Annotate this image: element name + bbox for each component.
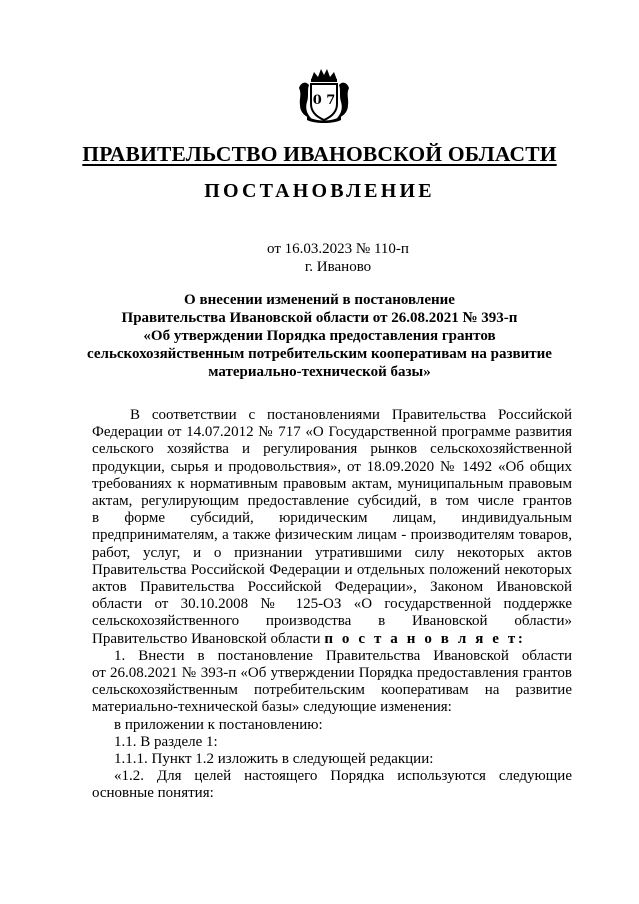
body-line: в форме субсидий, юридическим лицам, индивидуальным	[92, 510, 572, 527]
body-line: сельскохозяйственного производства в Ивановской области»	[92, 613, 572, 630]
body-line: актам, регулирующим предоставление субсидий, в том числе грантов	[92, 493, 572, 510]
title-line: О внесении изменений в постановление	[184, 292, 455, 308]
body-line: сельскохозяйственным потребительским кооперативам на развитие	[92, 682, 572, 699]
body-line: Правительства Российской Федерации и отдельных положений некоторых	[92, 561, 572, 578]
document-body	[92, 407, 572, 803]
body-line: области от 30.10.2008 № 125-ОЗ «О государственной поддержке	[92, 596, 572, 613]
body-line: актов Правительства Российской Федерации», Законом Ивановской	[92, 579, 572, 596]
decrees-keyword: п о с т а н о в л я е т:	[324, 630, 526, 647]
organization-title: ПРАВИТЕЛЬСТВО ИВАНОВСКОЙ ОБЛАСТИ	[82, 142, 557, 166]
body-line: материально-технической базы» следующие изменения:	[92, 699, 452, 716]
emblem-lettering: 0 7	[312, 93, 336, 108]
document-title	[80, 291, 559, 381]
title-line: материально-технической базы»	[208, 364, 431, 380]
title-line: сельскохозяйственным потребительским кооперативам на развитие	[87, 346, 552, 362]
title-line: Правительства Ивановской области от 26.08.2021 № 393-п	[121, 310, 518, 326]
body-line: 1.1.1. Пункт 1.2 изложить в следующей редакции:	[114, 751, 434, 768]
body-line: В соответствии с постановлениями Правительства Российской	[130, 407, 572, 423]
title-line: «Об утверждении Порядка предоставления грантов	[143, 328, 496, 344]
body-line-decree	[92, 631, 572, 648]
body-line: продукции, сырья и продовольствия», от 18.09.2020 № 1492 «Об общих	[92, 458, 572, 475]
body-line: Федерации от 14.07.2012 № 717 «О Государственной программе развития	[92, 424, 572, 441]
body-line: сельского хозяйства и регулирования рынков сельскохозяйственной	[92, 441, 572, 458]
body-line: Правительство Ивановской области	[92, 630, 321, 647]
document-type: ПОСТАНОВЛЕНИЕ	[204, 180, 435, 202]
coat-of-arms-emblem	[297, 66, 351, 124]
city: г. Иваново	[304, 259, 372, 275]
date-number: от 16.03.2023 № 110-п	[267, 241, 409, 257]
body-line: работ, услуг, и о признании утратившими силу некоторых актов	[92, 544, 572, 561]
body-line: от 26.08.2021 № 393-п «Об утверждении Порядка предоставления грантов	[92, 665, 572, 682]
body-line: «1.2. Для целей настоящего Порядка используются следующие	[114, 768, 572, 785]
body-line: 1. Внести в постановление Правительства Ивановской области	[114, 647, 572, 664]
body-line: требованиях к нормативным правовым актам, муниципальным правовым	[92, 475, 572, 492]
body-line: в приложении к постановлению:	[114, 716, 323, 733]
body-line: основные понятия:	[92, 785, 214, 802]
body-line: 1.1. В разделе 1:	[114, 733, 218, 750]
body-line: предпринимателям, а также физическим лицам - производителям товаров,	[92, 527, 572, 544]
